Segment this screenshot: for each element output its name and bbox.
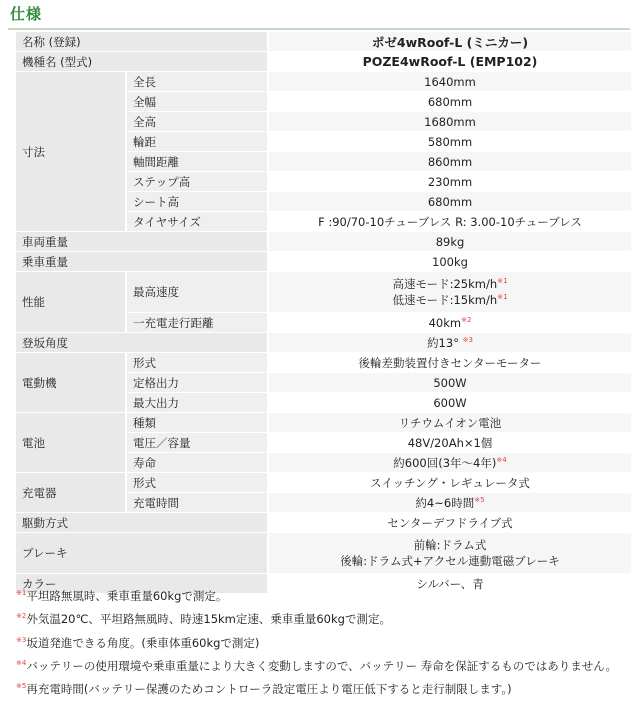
footnote <box>16 676 626 699</box>
spec-value-line <box>275 214 625 230</box>
spec-value-text: 500W <box>433 375 467 390</box>
spec-category: 電動機 <box>16 353 125 413</box>
spec-value <box>267 32 631 52</box>
table-row <box>16 252 631 272</box>
spec-value <box>267 453 631 473</box>
spec-value <box>267 413 631 433</box>
footnote-text: バッテリーの使用環境や乗車重量により大きく変動しますので、バッテリー 寿命を保証するものではありません。 <box>26 658 617 673</box>
spec-value <box>267 393 631 413</box>
spec-value-line <box>275 175 625 189</box>
spec-value-line <box>275 255 625 269</box>
spec-value <box>267 152 631 172</box>
spec-value-text: 40km <box>428 315 462 330</box>
spec-value-line <box>275 455 625 471</box>
spec-value-line <box>275 537 625 553</box>
table-row <box>16 52 631 72</box>
spec-subcategory: 形式 <box>125 473 267 493</box>
spec-value-line <box>275 195 625 209</box>
spec-value-text: 1680mm <box>424 114 476 129</box>
spec-value <box>267 333 631 353</box>
spec-category: カラー <box>16 574 267 594</box>
spec-value-line <box>275 235 625 249</box>
spec-subcategory: 全長 <box>125 72 267 92</box>
spec-subcategory: 定格出力 <box>125 373 267 393</box>
spec-value <box>267 272 631 313</box>
footnotes <box>16 583 626 700</box>
spec-value <box>267 493 631 513</box>
spec-value-text: スイッチング・レギュレータ式 <box>370 475 530 490</box>
spec-value-text: 600W <box>433 395 467 410</box>
spec-value-text: 前輪:ドラム式 <box>413 538 487 552</box>
spec-value <box>267 112 631 132</box>
spec-subcategory: 充電時間 <box>125 493 267 513</box>
spec-value-line <box>275 54 625 69</box>
footnote-mark: ※4 <box>16 658 27 667</box>
footnote-mark: ※2 <box>16 612 27 621</box>
spec-value-line <box>275 292 625 308</box>
footnote <box>16 630 626 653</box>
spec-value-text: 230mm <box>427 174 473 189</box>
spec-value <box>267 513 631 533</box>
spec-value-text: シルバー、青 <box>416 576 484 591</box>
spec-value <box>267 72 631 92</box>
footnote-text: 外気温20℃、平坦路無風時、時速15km定速、乗車重量60kgで測定。 <box>26 612 391 627</box>
spec-subcategory: シート高 <box>125 192 267 212</box>
spec-category: 乗車重量 <box>16 252 267 272</box>
spec-value <box>267 92 631 112</box>
spec-value-line <box>275 475 625 491</box>
spec-value-line <box>275 415 625 431</box>
spec-category: 電池 <box>16 413 125 473</box>
spec-category: 車両重量 <box>16 232 267 252</box>
spec-subcategory: 輪距 <box>125 132 267 152</box>
spec-value <box>267 172 631 192</box>
spec-value-text: 580mm <box>427 134 473 149</box>
spec-category: 名称 (登録) <box>16 32 267 52</box>
footnote-text: 再充電時間(バッテリー保護のためコントローラ設定電圧より電圧低下すると走行制限します。) <box>26 682 512 697</box>
footnote-text: 坂道発進できる角度。(乗車体重60kgで測定) <box>26 635 260 650</box>
spec-value-line <box>275 495 625 511</box>
spec-table <box>16 32 631 594</box>
spec-value-line <box>275 316 625 330</box>
spec-subcategory: 形式 <box>125 353 267 373</box>
spec-value <box>267 313 631 333</box>
spec-subcategory: 軸間距離 <box>125 152 267 172</box>
table-row <box>16 272 631 313</box>
spec-subcategory: ステップ高 <box>125 172 267 192</box>
spec-value <box>267 212 631 232</box>
page-title: 仕様 <box>10 5 43 23</box>
spec-value-text: 約4~6時間 <box>415 495 475 510</box>
spec-value-text: センターデフドライブ式 <box>387 515 513 530</box>
spec-value-line <box>275 135 625 149</box>
spec-value-text: F :90/70-10チューブレス R: 3.00-10チューブレス <box>318 214 582 229</box>
spec-value-line <box>275 115 625 129</box>
spec-subcategory: 全幅 <box>125 92 267 112</box>
table-row <box>16 513 631 533</box>
spec-value-line <box>275 515 625 531</box>
spec-value-text: 680mm <box>427 94 473 109</box>
spec-value <box>267 232 631 252</box>
spec-value-line <box>275 376 625 390</box>
spec-value <box>267 433 631 453</box>
footnote-mark: ※3 <box>16 635 27 644</box>
table-row <box>16 533 631 574</box>
table-row <box>16 72 631 92</box>
table-row <box>16 232 631 252</box>
spec-value-text: 後輪:ドラム式+アクセル連動電磁ブレーキ <box>340 554 560 568</box>
spec-value <box>267 473 631 493</box>
spec-subcategory: 一充電走行距離 <box>125 313 267 333</box>
spec-value-text: 約13° <box>427 335 463 350</box>
footnote-mark: ※1 <box>497 277 508 286</box>
table-row <box>16 333 631 353</box>
spec-subcategory: 最大出力 <box>125 393 267 413</box>
spec-value <box>267 252 631 272</box>
spec-value-text: POZE4wRoof-L (EMP102) <box>362 54 538 69</box>
spec-value <box>267 373 631 393</box>
footnote <box>16 606 626 629</box>
spec-subcategory: タイヤサイズ <box>125 212 267 232</box>
spec-value-text: 680mm <box>427 194 473 209</box>
spec-value-line <box>275 155 625 169</box>
table-row <box>16 413 631 433</box>
spec-value-text: ポゼ4wRoof-L (ミニカー) <box>371 34 529 50</box>
footnote <box>16 653 626 676</box>
spec-value-line <box>275 435 625 451</box>
footnote-mark: ※1 <box>497 293 508 302</box>
table-row <box>16 32 631 52</box>
spec-value-text: 高速モード:25km/h <box>392 277 498 291</box>
spec-value-text: 低速モード:15km/h <box>392 293 498 307</box>
footnote-mark: ※4 <box>496 455 507 464</box>
footnote-mark: ※1 <box>16 589 27 597</box>
spec-category: 充電器 <box>16 473 125 513</box>
spec-value <box>267 192 631 212</box>
spec-value-line <box>275 355 625 371</box>
spec-category: 機種名 (型式) <box>16 52 267 72</box>
spec-value-text: 860mm <box>427 154 473 169</box>
spec-value-text: 約600回(3年～4年) <box>393 455 497 470</box>
spec-value-line <box>275 335 625 351</box>
spec-value-line <box>275 33 625 51</box>
spec-value-line <box>275 95 625 109</box>
spec-category: ブレーキ <box>16 533 267 574</box>
footnote-mark: ※3 <box>462 335 473 344</box>
spec-category: 性能 <box>16 272 125 333</box>
spec-value-line <box>275 396 625 410</box>
title-divider <box>8 28 630 30</box>
footnote-mark: ※5 <box>16 682 27 691</box>
spec-category: 駆動方式 <box>16 513 267 533</box>
footnote-mark: ※2 <box>461 315 472 324</box>
spec-subcategory: 種類 <box>125 413 267 433</box>
spec-category: 登坂角度 <box>16 333 267 353</box>
spec-value-line <box>275 553 625 569</box>
spec-value <box>267 132 631 152</box>
spec-subcategory: 寿命 <box>125 453 267 473</box>
spec-value-text: 48V/20Ah×1個 <box>407 435 493 450</box>
spec-subcategory: 最高速度 <box>125 272 267 313</box>
spec-value-text: 100kg <box>432 254 468 269</box>
table-row <box>16 353 631 373</box>
spec-value-text: 後輪差動装置付きセンターモーター <box>358 355 542 370</box>
spec-value-line <box>275 276 625 292</box>
footnote-mark: ※5 <box>474 495 485 504</box>
spec-subcategory: 全高 <box>125 112 267 132</box>
spec-subcategory: 電圧／容量 <box>125 433 267 453</box>
spec-value <box>267 533 631 574</box>
spec-value-text: リチウムイオン電池 <box>398 415 502 430</box>
footnote-text: 平坦路無風時、乗車重量60kgで測定。 <box>26 588 228 603</box>
spec-category: 寸法 <box>16 72 125 232</box>
footnote <box>16 583 626 606</box>
spec-value-text: 1640mm <box>424 74 476 89</box>
table-row <box>16 473 631 493</box>
spec-value <box>267 353 631 373</box>
spec-value <box>267 52 631 72</box>
spec-value-line <box>275 75 625 89</box>
spec-value-text: 89kg <box>435 234 465 249</box>
